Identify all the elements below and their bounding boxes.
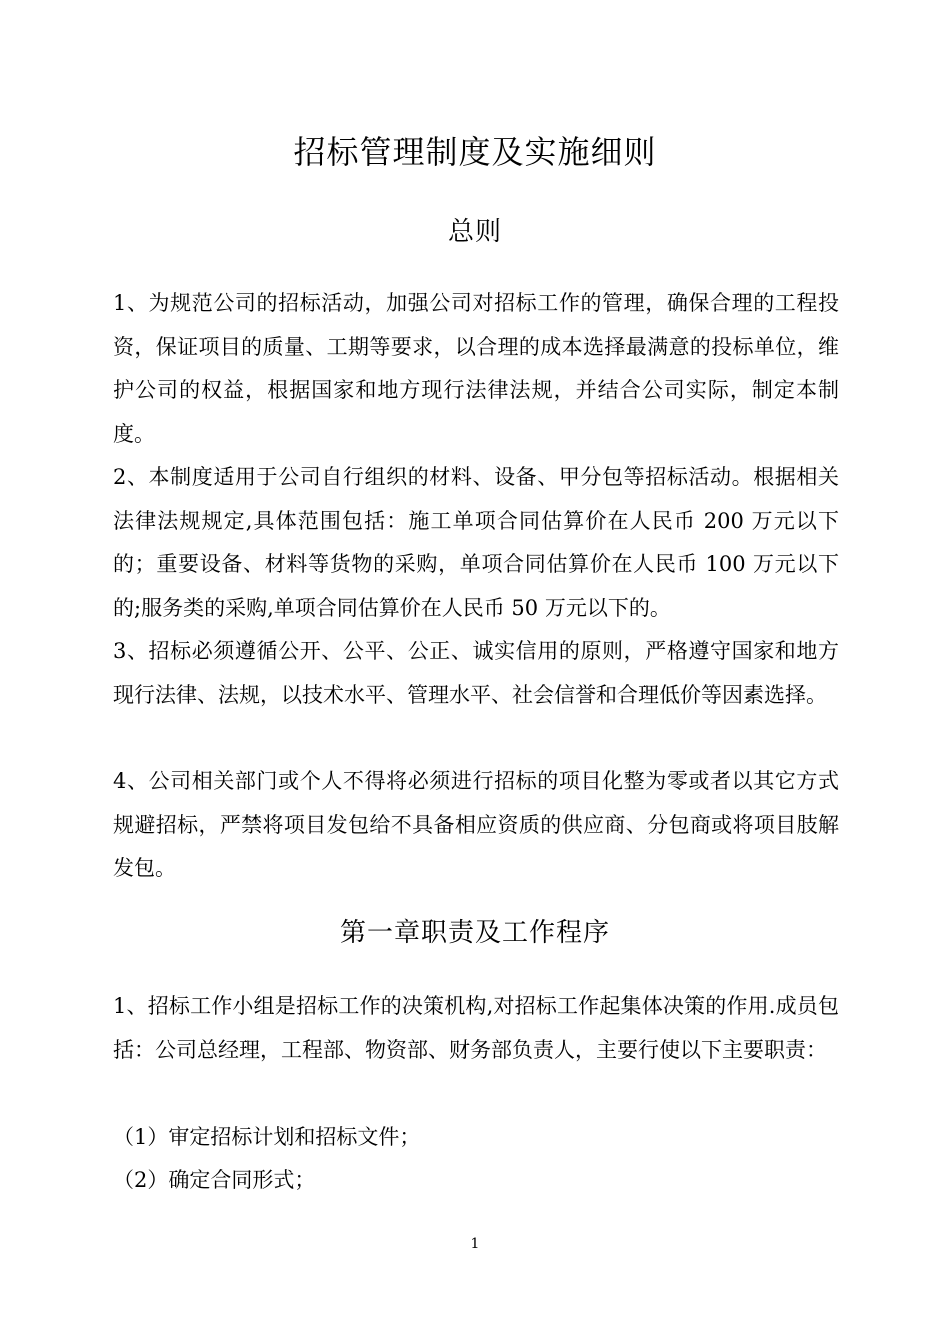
chapter1-list-item: （1）审定招标计划和招标文件；	[113, 1125, 421, 1149]
section-heading-chapter-1: 第一章职责及工作程序	[339, 918, 610, 948]
page-number: 1	[470, 1236, 480, 1252]
general-paragraph-1: 1、为规范公司的招标活动，加强公司对招标工作的管理，确保合理的工程投资，保证项目的质量、工期等要求，以合理的成本选择最满意的投标单位，维护公司的权益，根据国家和地方现行法律法规，并结合公司实际，制定本制度。	[113, 291, 839, 446]
general-paragraph-4: 4、公司相关部门或个人不得将必须进行招标的项目化整为零或者以其它方式规避招标，严禁将项目发包给不具备相应资质的供应商、分包商或将项目肢解发包。	[113, 769, 839, 880]
chapter1-list-item: （2）确定合同形式；	[113, 1168, 316, 1192]
chapter1-paragraph-1: 1、招标工作小组是招标工作的决策机构,对招标工作起集体决策的作用.成员包括：公司总经理，工程部、物资部、财务部负责人，主要行使以下主要职责：	[113, 994, 839, 1062]
general-paragraph-3: 3、招标必须遵循公开、公平、公正、诚实信用的原则，严格遵守国家和地方现行法律、法规，以技术水平、管理水平、社会信誉和合理低价等因素选择。	[113, 639, 839, 707]
section-heading-general: 总则	[447, 217, 502, 247]
general-paragraph-2: 2、本制度适用于公司自行组织的材料、设备、甲分包等招标活动。根据相关法律法规规定,具体范围包括：施工单项合同估算价在人民币 200 万元以下的；重要设备、材料等货物的采购，单项合同估算价在人民币 100 万元以下的;服务类的采购,单项合同估算价在人民币 50 万元以下的。	[113, 465, 839, 620]
document-title: 招标管理制度及实施细则	[293, 133, 657, 171]
